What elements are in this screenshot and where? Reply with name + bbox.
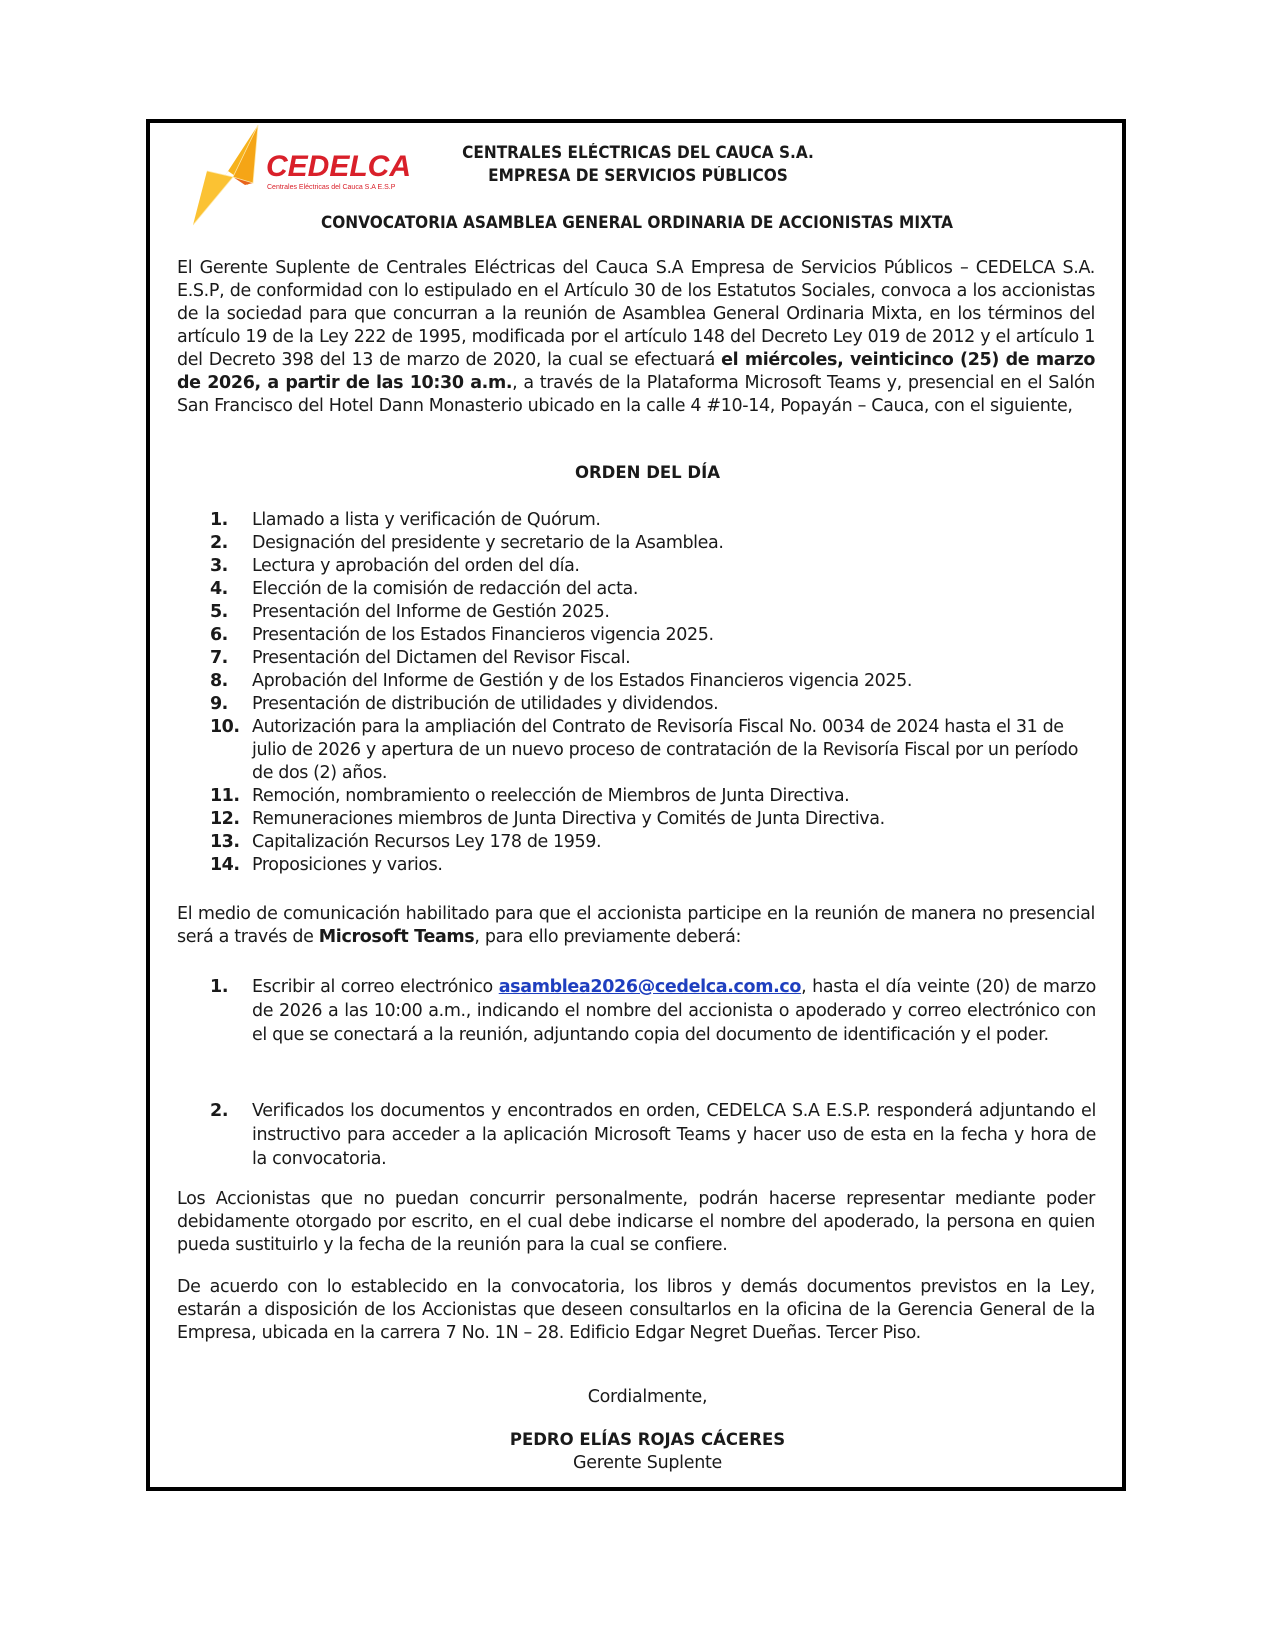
agenda-item-number: 3.	[210, 556, 228, 576]
agenda-item-number: 9.	[210, 694, 228, 714]
step-item	[210, 1099, 1096, 1171]
step-number: 2.	[210, 1101, 229, 1121]
agenda-item-text: Lectura y aprobación del orden del día.	[252, 556, 580, 576]
agenda-item	[210, 601, 1100, 624]
agenda-item-number: 14.	[210, 855, 240, 875]
agenda-item-text: Proposiciones y varios.	[252, 855, 443, 875]
agenda-item	[210, 716, 1100, 785]
email-link[interactable]: asamblea2026@cedelca.com.co	[498, 977, 802, 997]
agenda-item-number: 1.	[210, 510, 228, 530]
agenda-item	[210, 509, 1100, 532]
agenda-item-number: 6.	[210, 625, 228, 645]
signer-role: Gerente Suplente	[572, 1453, 723, 1473]
agenda-item-text: Aprobación del Informe de Gestión y de los Estados Financieros vigencia 2025.	[252, 671, 913, 691]
agenda-list	[210, 509, 1100, 877]
agenda-item-number: 4.	[210, 579, 228, 599]
remote-text-end: , para ello previamente deberá:	[474, 927, 742, 947]
step-text: Verificados los documentos y encontrados en orden, CEDELCA S.A E.S.P. responderá adjuntando el instructivo para acceder a la aplicación Microsoft Teams y hacer uso de esta en la fecha y hora de la convocatoria.	[252, 1101, 1096, 1169]
remote-steps-2	[210, 1099, 1096, 1171]
intro-paragraph	[177, 257, 1095, 418]
agenda-item-number: 5.	[210, 602, 228, 622]
agenda-item	[210, 647, 1100, 670]
intro-text: El Gerente Suplente de Centrales Eléctricas del Cauca S.A Empresa de Servicios Públicos – CEDELCA S.A. E.S.P, de conformidad con lo estipulado en el Artículo 30 de los Estatutos Sociales, convoca a los accionistas de la sociedad para que concurran a la reunión de Asamblea General Ordinaria Mixta, en los términos del artículo 19 de la Ley 222 de 1995, modificada por el artículo 148 del Decreto Ley 019 de 2012 y el artículo 1 del Decreto 398 del 13 de marzo de 2020, la cual se efectuará	[177, 258, 1095, 370]
agenda-item-text: Presentación del Dictamen del Revisor Fiscal.	[252, 648, 631, 668]
company-name: CENTRALES ELÉCTRICAS DEL CAUCA S.A.	[462, 143, 814, 162]
agenda-item-text: Autorización para la ampliación del Contrato de Revisoría Fiscal No. 0034 de 2024 hasta el 31 de julio de 2026 y apertura de un nuevo proceso de contratación de la Revisoría Fiscal por un período de dos (2) años.	[252, 717, 1079, 783]
proxy-paragraph: Los Accionistas que no puedan concurrir personalmente, podrán hacerse representar mediante poder debidamente otorgado por escrito, en el cual debe indicarse el nombre del apoderado, la persona en quien pueda sustituirlo y la fecha de la reunión para la cual se confiere.	[177, 1189, 1095, 1255]
agenda-item	[210, 578, 1100, 601]
meeting-date: el miércoles, veinticinco (25) de marzo de 2026, a partir de las 10:30 a.m.	[177, 350, 1095, 393]
agenda-item-number: 8.	[210, 671, 228, 691]
agenda-item	[210, 854, 1100, 877]
agenda-item	[210, 785, 1100, 808]
agenda-item-text: Presentación de distribución de utilidades y dividendos.	[252, 694, 719, 714]
remote-text: El medio de comunicación habilitado para que el accionista participe en la reunión de manera no presencial será a través de	[177, 904, 1095, 947]
agenda-item-number: 12.	[210, 809, 240, 829]
agenda-item-number: 11.	[210, 786, 240, 806]
company-type: EMPRESA DE SERVICIOS PÚBLICOS	[488, 166, 788, 185]
documents-paragraph: De acuerdo con lo establecido en la convocatoria, los libros y demás documentos previstos en la Ley, estarán a disposición de los Accionistas que deseen consultarlos en la oficina de la Gerencia General de la Empresa, ubicada en la carrera 7 No. 1N – 28. Edificio Edgar Negret Dueñas. Tercer Piso.	[177, 1277, 1095, 1343]
platform-name: Microsoft Teams	[318, 927, 475, 947]
agenda-item	[210, 693, 1100, 716]
signer-name: PEDRO ELÍAS ROJAS CÁCERES	[509, 1430, 786, 1449]
logo-tagline: Centrales Eléctricas del Cauca S.A E.S.P	[267, 184, 396, 191]
agenda-item	[210, 532, 1100, 555]
document-title: CONVOCATORIA ASAMBLEA GENERAL ORDINARIA DE ACCIONISTAS MIXTA	[320, 213, 954, 232]
step-item	[210, 975, 1096, 1047]
agenda-item-number: 10.	[210, 717, 240, 737]
salutation: Cordialmente,	[587, 1387, 708, 1407]
step-number: 1.	[210, 977, 229, 997]
agenda-item-number: 7.	[210, 648, 228, 668]
step-text-end: , hasta el día veinte (20) de marzo de 2026 a las 10:00 a.m., indicando el nombre del accionista o apoderado y correo electrónico con el que se conectará a la reunión, adjuntando copia del documento de identificación y el poder.	[252, 977, 1096, 1045]
agenda-item-text: Designación del presidente y secretario de la Asamblea.	[252, 533, 724, 553]
agenda-item-text: Capitalización Recursos Ley 178 de 1959.	[252, 832, 602, 852]
agenda-item	[210, 808, 1100, 831]
agenda-item-number: 2.	[210, 533, 228, 553]
logo-wordmark: CEDELCA	[266, 150, 412, 183]
intro-text-end: , a través de la Plataforma Microsoft Teams y, presencial en el Salón San Francisco del Hotel Dann Monasterio ubicado en la calle 4 #10-14, Popayán – Cauca, con el siguiente,	[177, 373, 1095, 416]
remote-steps-1	[210, 975, 1096, 1047]
agenda-item	[210, 831, 1100, 854]
agenda-item-number: 13.	[210, 832, 240, 852]
agenda-item-text: Presentación de los Estados Financieros vigencia 2025.	[252, 625, 714, 645]
agenda-item	[210, 624, 1100, 647]
agenda-item-text: Elección de la comisión de redacción del acta.	[252, 579, 639, 599]
agenda-title: ORDEN DEL DÍA	[574, 463, 721, 482]
agenda-item-text: Llamado a lista y verificación de Quórum.	[252, 510, 601, 530]
agenda-item-text: Remuneraciones miembros de Junta Directiva y Comités de Junta Directiva.	[252, 809, 885, 829]
agenda-item-text: Remoción, nombramiento o reelección de Miembros de Junta Directiva.	[252, 786, 850, 806]
remote-paragraph	[177, 903, 1095, 949]
agenda-item	[210, 555, 1100, 578]
agenda-item-text: Presentación del Informe de Gestión 2025.	[252, 602, 610, 622]
step-text: Escribir al correo electrónico	[252, 977, 499, 997]
agenda-item	[210, 670, 1100, 693]
